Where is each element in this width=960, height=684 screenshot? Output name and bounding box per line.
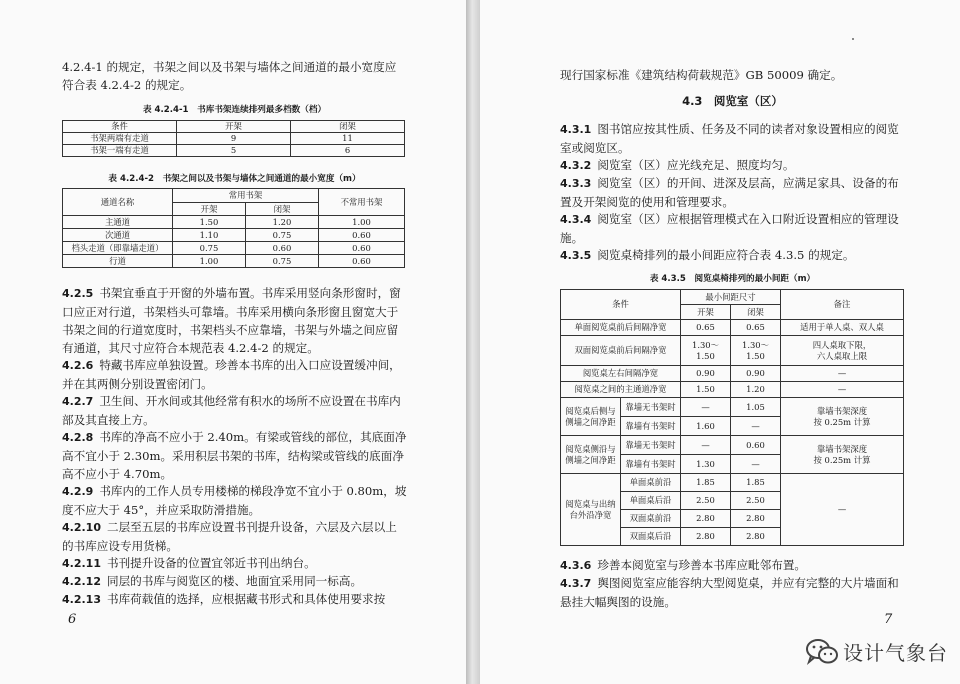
table-cell: 0.60 — [319, 229, 405, 242]
table-cell: 1.30～ 1.50 — [731, 336, 781, 366]
table-cell: 四人桌取下限， 六人桌取上限 — [781, 336, 904, 366]
clause-4-3-4: 4.3.4 阅览室（区）应根据管理模式在入口附近设置相应的管理设施。 — [560, 212, 899, 245]
table-cell: 阅览桌后侧与 侧墙之间净距 — [561, 398, 621, 436]
table-row — [63, 242, 405, 255]
table-row — [63, 145, 405, 157]
table-row — [561, 474, 904, 492]
table-cell: 0.75 — [246, 229, 319, 242]
clause-4-3-5: 4.3.5 阅览桌椅排列的最小间距应符合表 4.3.5 的规定。 — [560, 248, 855, 262]
watermark — [805, 637, 948, 666]
clause-4-2-12: 4.2.12 同层的书库与阅览区的楼、地面宜采用同一标高。 — [62, 574, 363, 588]
left-intro: 4.2.4-1 的规定，书架之间以及书架与墙体之间通道的最小宽度应符合表 4.2.4-2 的规定。 — [62, 60, 397, 92]
table-cell: 适用于单人桌、双人桌 — [781, 320, 904, 336]
table-4-2-4-1-caption: 表 4.2.4-1 书库书架连续排列最多档数（档） — [142, 105, 327, 115]
table-cell: 11 — [291, 133, 405, 145]
table-cell: 靠墙书架深度 按 0.25m 计算 — [781, 398, 904, 436]
clause-4-2-10: 4.2.10 二层至五层的书库应设置书刊提升设备，六层及六层以上的书库应设专用货梯。 — [62, 520, 397, 553]
table-cell: 书架一端有走道 — [63, 145, 177, 157]
table-row — [561, 320, 904, 336]
table-cell: 0.60 — [319, 242, 405, 255]
page-number-left: 6 — [68, 612, 77, 627]
table-cell: 1.30 — [681, 455, 731, 474]
table-row — [561, 336, 904, 366]
clause-4-2-7: 4.2.7 卫生间、开水间或其他经常有积水的场所不应设置在书库内部及其直接上方。 — [62, 394, 401, 427]
table-cell: 靠墙无书架时 — [621, 436, 681, 455]
table-cell: 主通道 — [63, 216, 173, 229]
clause-4-2-5: 4.2.5 书架宜垂直于开窗的外墙布置。书库采用竖向条形窗时，窗口应正对行道，书架档头可靠墙。书库采用横向条形窗且窗宽大于书架之间的行道宽度时，书架档头不应靠墙，书架与外墙之间应留有通道，其尺寸应符合本规范表 4.2.4-2 的规定。 — [62, 286, 401, 355]
table-cell: 0.75 — [173, 242, 246, 255]
table-cell: 1.85 — [681, 474, 731, 492]
table-cell: 阅览桌与出纳 台外沿净宽 — [561, 474, 621, 546]
table-cell: 1.00 — [173, 255, 246, 268]
table-header-row — [63, 189, 405, 203]
table-cell: 靠墙无书架时 — [621, 398, 681, 417]
table-cell: 单面桌前沿 — [621, 474, 681, 492]
clause-4-3-3: 4.3.3 阅览室（区）的开间、进深及层高，应满足家具、设备的布置及开架阅览的使用和管理要求。 — [560, 176, 899, 209]
table-cell: 靠墙有书架时 — [621, 455, 681, 474]
table-cell: 阅览桌之间的主通道净宽 — [561, 382, 681, 398]
table-4-3-5 — [560, 289, 904, 546]
table-row — [63, 133, 405, 145]
header-cell: 开架 — [173, 203, 246, 216]
table-cell: 书架两端有走道 — [63, 133, 177, 145]
table-cell: 0.65 — [731, 320, 781, 336]
table-cell: 0.60 — [731, 436, 781, 455]
table-cell: 1.85 — [731, 474, 781, 492]
table-cell: — — [781, 474, 904, 546]
table-cell: 2.80 — [731, 510, 781, 528]
table-row — [561, 366, 904, 382]
table-cell: 1.60 — [681, 417, 731, 436]
table-cell: 阅览桌左右间隔净宽 — [561, 366, 681, 382]
left-page — [0, 0, 466, 684]
table-cell: 0.90 — [731, 366, 781, 382]
header-cell: 开架 — [681, 305, 731, 320]
table-cell: — — [781, 366, 904, 382]
table-cell: 1.05 — [731, 398, 781, 417]
table-cell: 双面桌前沿 — [621, 510, 681, 528]
table-cell: 1.10 — [173, 229, 246, 242]
table-cell: 0.75 — [246, 255, 319, 268]
table-cell: 1.50 — [681, 382, 731, 398]
header-cell: 常用书架 — [173, 189, 319, 203]
table-header-row — [561, 290, 904, 305]
table-cell: 0.60 — [319, 255, 405, 268]
table-row — [63, 229, 405, 242]
wechat-icon — [805, 638, 839, 666]
table-cell: 0.60 — [246, 242, 319, 255]
table-cell: 1.20 — [246, 216, 319, 229]
header-cell: 备注 — [781, 290, 904, 320]
header-cell: 最小间距尺寸 — [681, 290, 781, 305]
table-cell: 2.50 — [731, 492, 781, 510]
table-4-3-5-caption: 表 4.3.5 阅览桌椅排列的最小间距（m） — [649, 274, 816, 284]
table-cell: 0.65 — [681, 320, 731, 336]
table-header-row — [63, 121, 405, 133]
table-4-2-4-2-caption: 表 4.2.4-2 书架之间以及书架与墙体之间通道的最小宽度（m） — [108, 174, 361, 184]
table-cell: 次通道 — [63, 229, 173, 242]
table-cell: — — [681, 436, 731, 455]
header-cell: 条件 — [63, 121, 177, 133]
table-cell: 靠墙书架深度 按 0.25m 计算 — [781, 436, 904, 474]
clause-4-2-9: 4.2.9 书库内的工作人员专用楼梯的梯段净宽不宜小于 0.80m，坡度不应大于 45°，并应采取防滑措施。 — [62, 484, 407, 517]
table-cell: 双面桌后沿 — [621, 528, 681, 546]
table-row — [63, 255, 405, 268]
table-cell: 单面桌后沿 — [621, 492, 681, 510]
table-cell: — — [731, 417, 781, 436]
table-cell: — — [731, 455, 781, 474]
header-cell: 不常用书架 — [319, 189, 405, 216]
table-row — [561, 436, 904, 455]
table-cell: — — [681, 398, 731, 417]
table-cell: 2.50 — [681, 492, 731, 510]
table-row — [561, 382, 904, 398]
clause-4-2-6: 4.2.6 特藏书库应单独设置。珍善本书库的出入口应设置缓冲间，并在其两侧分别设置密闭门。 — [62, 358, 401, 391]
clause-4-3-7: 4.3.7 舆图阅览室应能容纳大型阅览桌，并应有完整的大片墙面和悬挂大幅舆图的设施。 — [560, 576, 899, 609]
header-cell: 闭架 — [731, 305, 781, 320]
table-4-2-4-2 — [62, 188, 405, 268]
table-cell: 2.80 — [681, 510, 731, 528]
table-row — [561, 398, 904, 417]
right-page — [480, 0, 960, 684]
table-cell: 1.20 — [731, 382, 781, 398]
page-number-right: 7 — [884, 612, 893, 627]
table-cell: 行道 — [63, 255, 173, 268]
table-cell: 阅览桌侧沿与 侧墙之间净距 — [561, 436, 621, 474]
header-cell: 条件 — [561, 290, 681, 320]
clause-4-2-13: 4.2.13 书库荷载值的选择，应根据藏书形式和具体使用要求按 — [62, 592, 386, 606]
clause-4-2-11: 4.2.11 书刊提升设备的位置宜邻近书刊出纳台。 — [62, 556, 316, 570]
table-row — [63, 216, 405, 229]
table-cell: 靠墙有书架时 — [621, 417, 681, 436]
clause-4-3-6: 4.3.6 珍善本阅览室与珍善本书库应毗邻布置。 — [560, 558, 807, 572]
header-cell: 开架 — [177, 121, 291, 133]
table-cell: 档头走道（即靠墙走道） — [63, 242, 173, 255]
header-cell: 闭架 — [291, 121, 405, 133]
table-cell: 6 — [291, 145, 405, 157]
table-cell: 0.90 — [681, 366, 731, 382]
table-cell: 2.80 — [681, 528, 731, 546]
clause-4-3-2: 4.3.2 阅览室（区）应光线充足、照度均匀。 — [560, 158, 795, 172]
watermark-text: 设计气象台 — [843, 641, 948, 665]
table-cell: 2.80 — [731, 528, 781, 546]
table-4-2-4-1 — [62, 120, 405, 157]
table-cell: 5 — [177, 145, 291, 157]
header-cell: 闭架 — [246, 203, 319, 216]
table-cell: — — [781, 382, 904, 398]
header-cell: 通道名称 — [63, 189, 173, 216]
table-cell: 1.50 — [173, 216, 246, 229]
table-cell: 双面阅览桌前后间隔净宽 — [561, 336, 681, 366]
table-cell: 1.30～ 1.50 — [681, 336, 731, 366]
clause-4-2-8: 4.2.8 书库的净高不应小于 2.40m。有梁或管线的部位，其底面净高不宜小于 2.30m。采用积层书架的书库，结构梁或管线的底面净高不应小于 4.70m。 — [62, 430, 407, 481]
section-title-4-3: 4.3 阅览室（区） — [682, 94, 783, 108]
table-cell: 9 — [177, 133, 291, 145]
table-cell: 单面阅览桌前后间隔净宽 — [561, 320, 681, 336]
book-gutter — [466, 0, 480, 684]
clause-4-3-1: 4.3.1 图书馆应按其性质、任务及不同的读者对象设置相应的阅览室或阅览区。 — [560, 122, 899, 155]
right-intro: 现行国家标准《建筑结构荷载规范》GB 50009 确定。 — [560, 68, 843, 82]
table-cell: 1.00 — [319, 216, 405, 229]
scan-speck — [852, 38, 854, 40]
